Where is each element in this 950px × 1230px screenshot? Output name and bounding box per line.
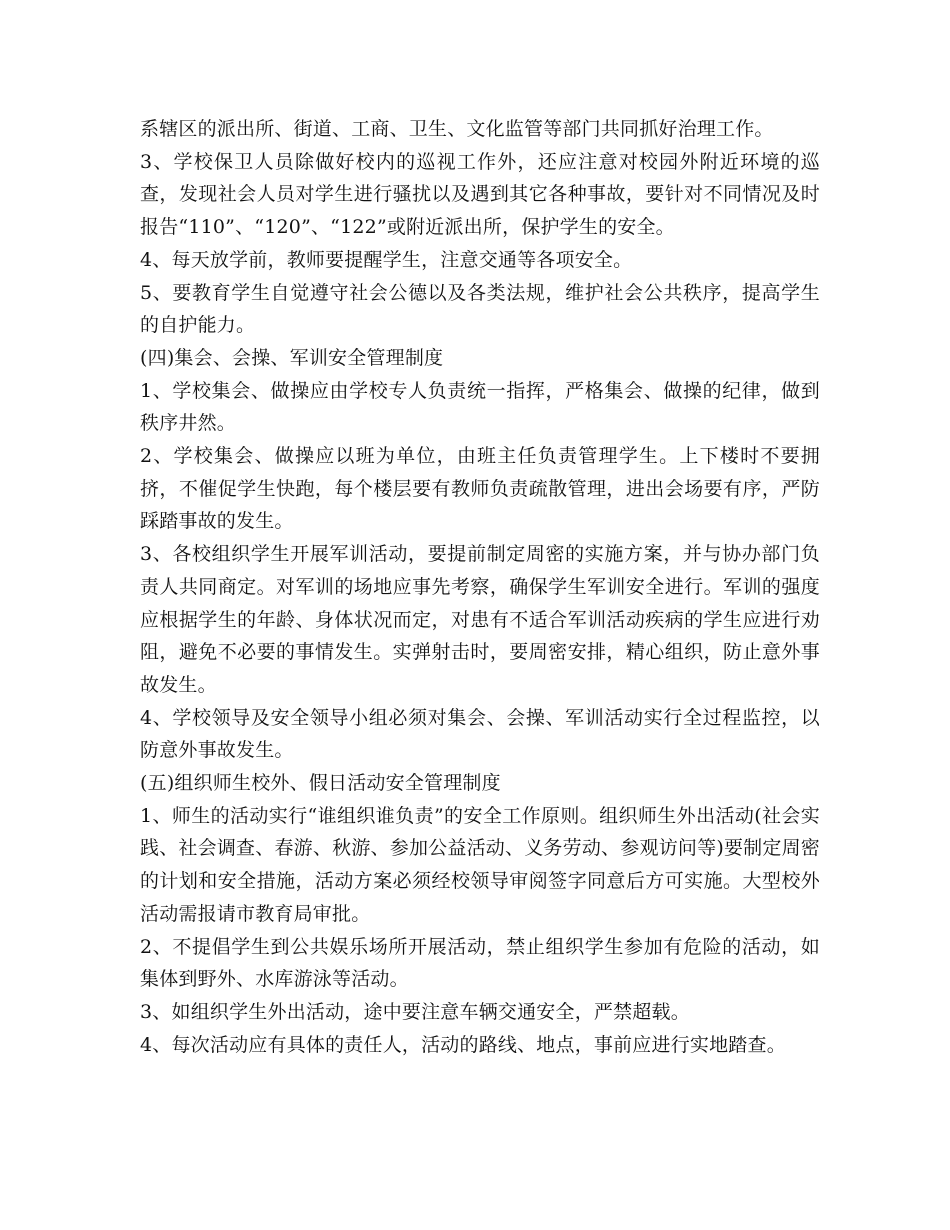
- paragraph-5: 1、学校集会、做操应由学校专人负责统一指挥，严格集会、做操的纪律，做到秩序井然。: [140, 379, 820, 435]
- paragraph-11: 3、如组织学生外出活动，途中要注意车辆交通安全，严禁超载。: [140, 1000, 690, 1023]
- paragraph-10: 2、不提倡学生到公共娱乐场所开展活动，禁止组织学生参加有危险的活动，如集体到野外、水库游泳等活动。: [140, 935, 820, 991]
- document-body: [140, 113, 820, 1061]
- paragraph-7: 3、各校组织学生开展军训活动，要提前制定周密的实施方案，并与协办部门负责人共同商定。对军训的场地应事先考察，确保学生军训安全进行。军训的强度应根据学生的年龄、身体状况而定，对患有不适合军训活动疾病的学生应进行劝阻，避免不必要的事情发生。实弹射击时，要周密安排，精心组织，防止意外事故发生。: [140, 543, 820, 696]
- paragraph-2: 3、学校保卫人员除做好校内的巡视工作外，还应注意对校园外附近环境的巡查，发现社会人员对学生进行骚扰以及遇到其它各种事故，要针对不同情况及时报告“110”、“120”、“122”或附近派出所，保护学生的安全。: [140, 150, 820, 239]
- paragraph-12: 4、每次活动应有具体的责任人，活动的路线、地点，事前应进行实地踏查。: [140, 1033, 786, 1056]
- paragraph-4: 5、要教育学生自觉遵守社会公德以及各类法规，维护社会公共秩序，提高学生的自护能力。: [140, 281, 820, 337]
- paragraph-6: 2、学校集会、做操应以班为单位，由班主任负责管理学生。上下楼时不要拥挤，不催促学生快跑，每个楼层要有教师负责疏散管理，进出会场要有序，严防踩踏事故的发生。: [140, 445, 820, 533]
- section-heading-5: (五)组织师生校外、假日活动安全管理制度: [140, 772, 501, 795]
- paragraph-8: 4、学校领导及安全领导小组必须对集会、会操、军训活动实行全过程监控，以防意外事故发生。: [140, 706, 820, 762]
- paragraph-3: 4、每天放学前，教师要提醒学生，注意交通等各项安全。: [140, 248, 633, 271]
- paragraph-1: 系辖区的派出所、街道、工商、卫生、文化监管等部门共同抓好治理工作。: [140, 118, 774, 140]
- paragraph-9: 1、师生的活动实行“谁组织谁负责”的安全工作原则。组织师生外出活动(社会实践、社会调查、春游、秋游、参加公益活动、义务劳动、参观访问等)要制定周密的计划和安全措施，活动方案必须经校领导审阅签字同意后方可实施。大型校外活动需报请市教育局审批。: [140, 804, 820, 925]
- section-heading-4: (四)集会、会操、军训安全管理制度: [140, 346, 444, 369]
